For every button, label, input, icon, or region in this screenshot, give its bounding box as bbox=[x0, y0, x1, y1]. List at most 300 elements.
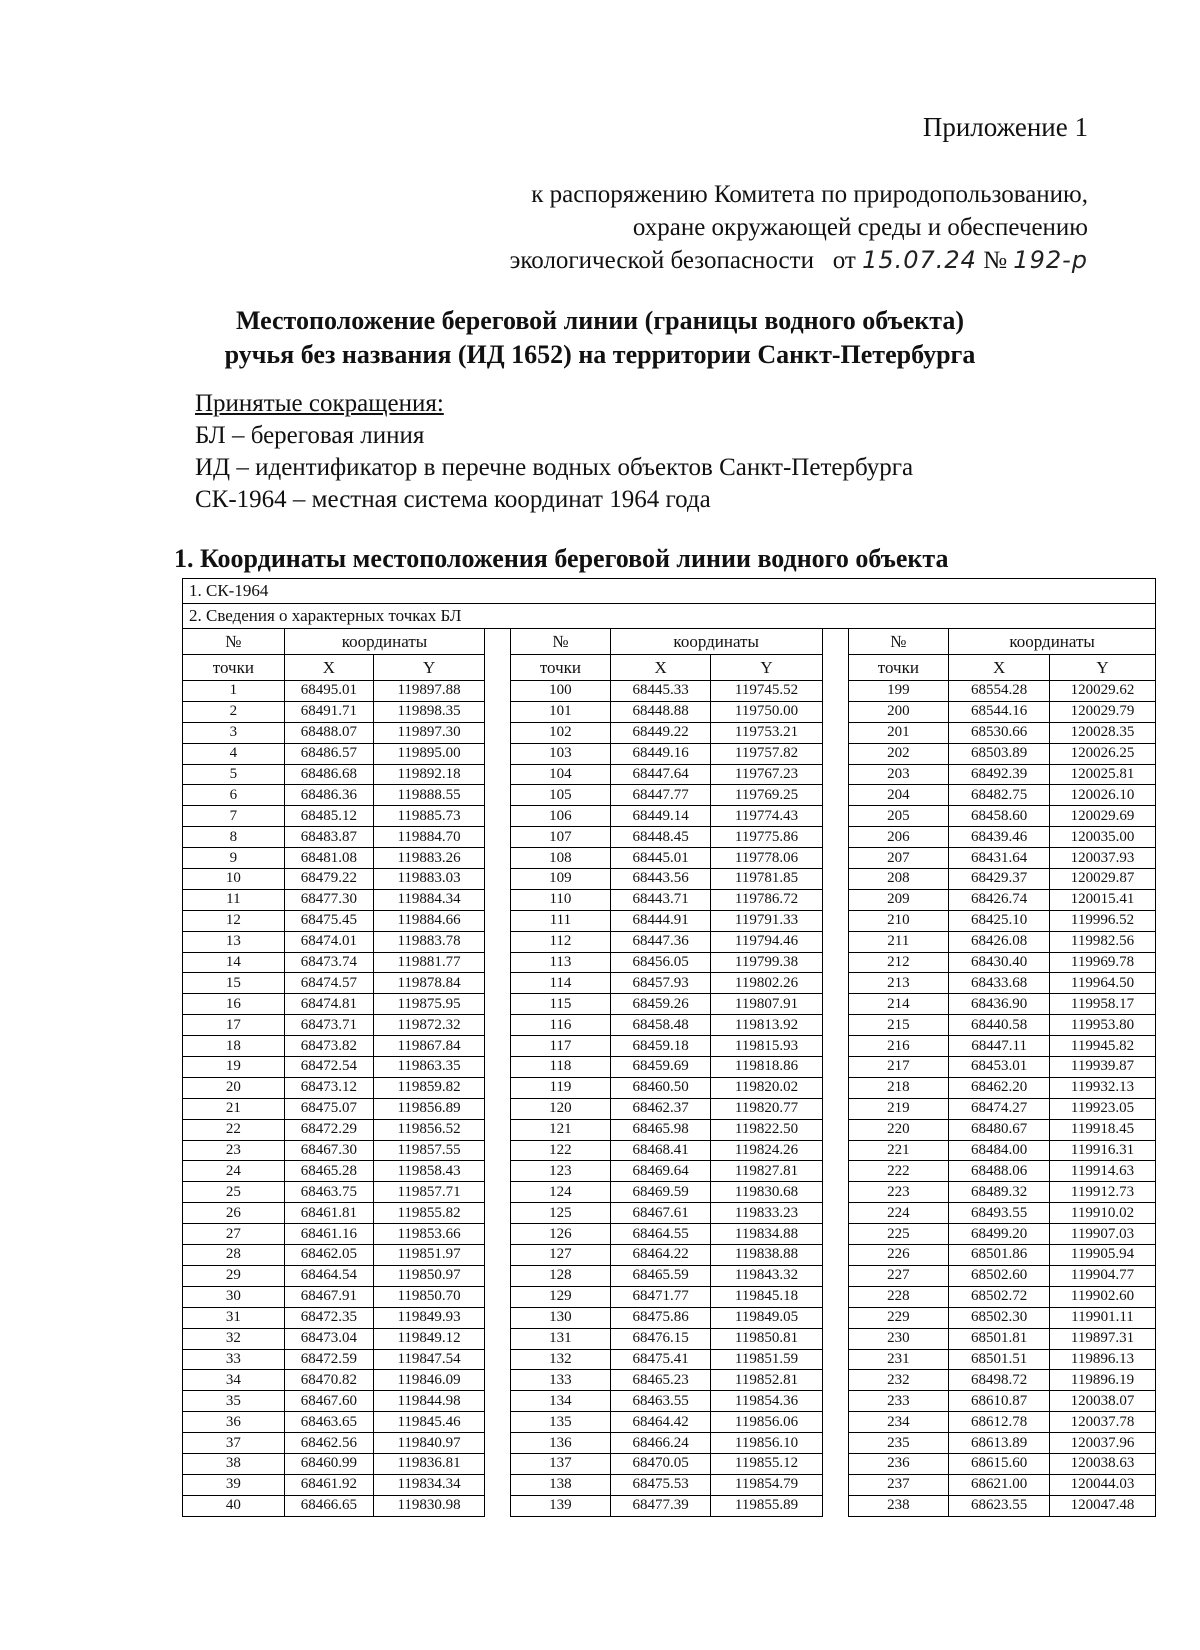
x-coordinate-cell: 68501.51 bbox=[949, 1349, 1050, 1370]
x-coordinate-cell: 68445.01 bbox=[610, 848, 711, 869]
column-gap bbox=[822, 743, 848, 764]
table-row bbox=[183, 1098, 1156, 1119]
x-coordinate-cell: 68472.35 bbox=[284, 1307, 373, 1328]
y-coordinate-cell: 119856.52 bbox=[374, 1119, 485, 1140]
column-gap bbox=[822, 1495, 848, 1516]
point-number-cell: 220 bbox=[848, 1119, 949, 1140]
x-coordinate-cell: 68465.98 bbox=[610, 1119, 711, 1140]
x-coordinate-cell: 68447.11 bbox=[949, 1036, 1050, 1057]
point-number-cell: 20 bbox=[183, 1077, 285, 1098]
point-number-cell: 16 bbox=[183, 994, 285, 1015]
x-coordinate-cell: 68456.05 bbox=[610, 952, 711, 973]
column-gap bbox=[485, 681, 511, 702]
x-coordinate-cell: 68502.60 bbox=[949, 1265, 1050, 1286]
table-row bbox=[183, 806, 1156, 827]
y-header: Y bbox=[1049, 655, 1155, 681]
y-coordinate-cell: 119918.45 bbox=[1049, 1119, 1155, 1140]
x-coordinate-cell: 68433.68 bbox=[949, 973, 1050, 994]
y-coordinate-cell: 119953.80 bbox=[1049, 1015, 1155, 1036]
y-coordinate-cell: 120044.03 bbox=[1049, 1474, 1155, 1495]
x-coordinate-cell: 68459.18 bbox=[610, 1036, 711, 1057]
y-coordinate-cell: 119769.25 bbox=[711, 785, 822, 806]
column-gap bbox=[485, 1224, 511, 1245]
y-coordinate-cell: 119850.97 bbox=[374, 1265, 485, 1286]
points-header: точки bbox=[511, 655, 611, 681]
x-coordinate-cell: 68469.59 bbox=[610, 1182, 711, 1203]
y-coordinate-cell: 119855.12 bbox=[711, 1453, 822, 1474]
decree-number-label: № bbox=[983, 247, 1008, 274]
point-number-cell: 110 bbox=[511, 889, 611, 910]
x-coordinate-cell: 68461.16 bbox=[284, 1224, 373, 1245]
point-number-cell: 38 bbox=[183, 1453, 285, 1474]
y-coordinate-cell: 119830.98 bbox=[374, 1495, 485, 1516]
column-gap bbox=[822, 806, 848, 827]
column-gap bbox=[822, 1182, 848, 1203]
x-coordinate-cell: 68447.77 bbox=[610, 785, 711, 806]
x-coordinate-cell: 68462.20 bbox=[949, 1077, 1050, 1098]
point-number-cell: 204 bbox=[848, 785, 949, 806]
y-coordinate-cell: 119856.89 bbox=[374, 1098, 485, 1119]
y-coordinate-cell: 119916.31 bbox=[1049, 1140, 1155, 1161]
point-number-cell: 126 bbox=[511, 1224, 611, 1245]
x-coordinate-cell: 68475.07 bbox=[284, 1098, 373, 1119]
y-coordinate-cell: 119939.87 bbox=[1049, 1057, 1155, 1078]
y-coordinate-cell: 119912.73 bbox=[1049, 1182, 1155, 1203]
column-gap bbox=[822, 1161, 848, 1182]
point-number-cell: 100 bbox=[511, 681, 611, 702]
y-coordinate-cell: 120047.48 bbox=[1049, 1495, 1155, 1516]
table-row bbox=[183, 827, 1156, 848]
x-coordinate-cell: 68461.92 bbox=[284, 1474, 373, 1495]
point-number-cell: 12 bbox=[183, 910, 285, 931]
column-gap bbox=[822, 764, 848, 785]
point-number-cell: 222 bbox=[848, 1161, 949, 1182]
x-coordinate-cell: 68447.36 bbox=[610, 931, 711, 952]
column-gap bbox=[822, 910, 848, 931]
y-coordinate-cell: 119820.77 bbox=[711, 1098, 822, 1119]
point-number-cell: 131 bbox=[511, 1328, 611, 1349]
column-gap bbox=[485, 1119, 511, 1140]
column-gap bbox=[485, 1286, 511, 1307]
y-coordinate-cell: 119781.85 bbox=[711, 869, 822, 890]
y-coordinate-cell: 119996.52 bbox=[1049, 910, 1155, 931]
table-row bbox=[183, 1203, 1156, 1224]
point-number-cell: 209 bbox=[848, 889, 949, 910]
column-gap bbox=[822, 1015, 848, 1036]
point-number-cell: 216 bbox=[848, 1036, 949, 1057]
x-coordinate-cell: 68425.10 bbox=[949, 910, 1050, 931]
x-coordinate-cell: 68486.36 bbox=[284, 785, 373, 806]
point-number-cell: 125 bbox=[511, 1203, 611, 1224]
y-coordinate-cell: 119878.84 bbox=[374, 973, 485, 994]
point-number-cell: 207 bbox=[848, 848, 949, 869]
title-line-2: ручья без названия (ИД 1652) на территории Санкт-Петербурга bbox=[224, 340, 976, 369]
point-number-cell: 232 bbox=[848, 1370, 949, 1391]
column-gap bbox=[485, 889, 511, 910]
y-coordinate-cell: 119932.13 bbox=[1049, 1077, 1155, 1098]
point-number-cell: 104 bbox=[511, 764, 611, 785]
document-title bbox=[0, 304, 1200, 372]
x-coordinate-cell: 68467.60 bbox=[284, 1391, 373, 1412]
table-header-row-1 bbox=[183, 629, 1156, 655]
y-coordinate-cell: 119883.78 bbox=[374, 931, 485, 952]
column-gap bbox=[485, 1433, 511, 1454]
y-coordinate-cell: 119964.50 bbox=[1049, 973, 1155, 994]
y-coordinate-cell: 119820.02 bbox=[711, 1077, 822, 1098]
y-coordinate-cell: 119901.11 bbox=[1049, 1307, 1155, 1328]
y-coordinate-cell: 119904.77 bbox=[1049, 1265, 1155, 1286]
y-coordinate-cell: 119851.59 bbox=[711, 1349, 822, 1370]
y-header: Y bbox=[711, 655, 822, 681]
point-number-cell: 123 bbox=[511, 1161, 611, 1182]
table-row bbox=[183, 1015, 1156, 1036]
column-gap bbox=[485, 1015, 511, 1036]
y-coordinate-cell: 119775.86 bbox=[711, 827, 822, 848]
y-coordinate-cell: 119794.46 bbox=[711, 931, 822, 952]
y-coordinate-cell: 119958.17 bbox=[1049, 994, 1155, 1015]
point-number-cell: 228 bbox=[848, 1286, 949, 1307]
x-coordinate-cell: 68467.30 bbox=[284, 1140, 373, 1161]
x-coordinate-cell: 68472.29 bbox=[284, 1119, 373, 1140]
point-number-cell: 2 bbox=[183, 701, 285, 722]
x-coordinate-cell: 68467.91 bbox=[284, 1286, 373, 1307]
y-coordinate-cell: 119830.68 bbox=[711, 1182, 822, 1203]
x-coordinate-cell: 68475.41 bbox=[610, 1349, 711, 1370]
y-coordinate-cell: 120015.41 bbox=[1049, 889, 1155, 910]
column-gap bbox=[485, 629, 511, 655]
column-gap bbox=[485, 1307, 511, 1328]
y-coordinate-cell: 119827.81 bbox=[711, 1161, 822, 1182]
point-number-cell: 218 bbox=[848, 1077, 949, 1098]
x-coordinate-cell: 68502.72 bbox=[949, 1286, 1050, 1307]
table-row bbox=[183, 848, 1156, 869]
column-gap bbox=[485, 1370, 511, 1391]
point-number-cell: 235 bbox=[848, 1433, 949, 1454]
column-gap bbox=[485, 1203, 511, 1224]
y-coordinate-cell: 119892.18 bbox=[374, 764, 485, 785]
y-coordinate-cell: 119857.55 bbox=[374, 1140, 485, 1161]
y-coordinate-cell: 119856.06 bbox=[711, 1412, 822, 1433]
point-number-cell: 39 bbox=[183, 1474, 285, 1495]
y-coordinate-cell: 119897.30 bbox=[374, 722, 485, 743]
column-gap bbox=[822, 1245, 848, 1266]
x-coordinate-cell: 68463.75 bbox=[284, 1182, 373, 1203]
decree-number-handwritten: 192-р bbox=[1013, 246, 1088, 274]
table-header-row-2 bbox=[183, 655, 1156, 681]
x-coordinate-cell: 68464.22 bbox=[610, 1245, 711, 1266]
column-gap bbox=[485, 1036, 511, 1057]
abbreviations-heading: Принятые сокращения: bbox=[195, 390, 444, 417]
point-number-cell: 233 bbox=[848, 1391, 949, 1412]
column-gap bbox=[822, 1328, 848, 1349]
x-coordinate-cell: 68501.81 bbox=[949, 1328, 1050, 1349]
column-gap bbox=[485, 848, 511, 869]
y-coordinate-cell: 119840.97 bbox=[374, 1433, 485, 1454]
y-coordinate-cell: 119844.98 bbox=[374, 1391, 485, 1412]
point-number-cell: 208 bbox=[848, 869, 949, 890]
y-coordinate-cell: 119834.34 bbox=[374, 1474, 485, 1495]
point-number-cell: 102 bbox=[511, 722, 611, 743]
column-gap bbox=[822, 1224, 848, 1245]
x-coordinate-cell: 68492.39 bbox=[949, 764, 1050, 785]
table-row bbox=[183, 1161, 1156, 1182]
point-number-cell: 29 bbox=[183, 1265, 285, 1286]
column-gap bbox=[822, 827, 848, 848]
point-number-cell: 35 bbox=[183, 1391, 285, 1412]
decree-ref-line-1: к распоряжению Комитета по природопользованию, bbox=[531, 181, 1088, 208]
x-coordinate-cell: 68544.16 bbox=[949, 701, 1050, 722]
num-header: № bbox=[183, 629, 285, 655]
x-coordinate-cell: 68469.64 bbox=[610, 1161, 711, 1182]
point-number-cell: 25 bbox=[183, 1182, 285, 1203]
table-row bbox=[183, 701, 1156, 722]
table-row bbox=[183, 1077, 1156, 1098]
x-coordinate-cell: 68458.60 bbox=[949, 806, 1050, 827]
point-number-cell: 21 bbox=[183, 1098, 285, 1119]
y-coordinate-cell: 119850.70 bbox=[374, 1286, 485, 1307]
num-header: № bbox=[511, 629, 611, 655]
table-row bbox=[183, 889, 1156, 910]
x-coordinate-cell: 68473.71 bbox=[284, 1015, 373, 1036]
point-number-cell: 24 bbox=[183, 1161, 285, 1182]
x-coordinate-cell: 68445.33 bbox=[610, 681, 711, 702]
x-coordinate-cell: 68479.22 bbox=[284, 869, 373, 890]
column-gap bbox=[485, 655, 511, 681]
y-coordinate-cell: 120025.81 bbox=[1049, 764, 1155, 785]
point-number-cell: 134 bbox=[511, 1391, 611, 1412]
column-gap bbox=[485, 806, 511, 827]
y-coordinate-cell: 119923.05 bbox=[1049, 1098, 1155, 1119]
point-number-cell: 200 bbox=[848, 701, 949, 722]
x-coordinate-cell: 68485.12 bbox=[284, 806, 373, 827]
x-coordinate-cell: 68448.45 bbox=[610, 827, 711, 848]
column-gap bbox=[485, 1453, 511, 1474]
x-coordinate-cell: 68463.55 bbox=[610, 1391, 711, 1412]
abbreviations-block bbox=[195, 388, 913, 516]
y-coordinate-cell: 119881.77 bbox=[374, 952, 485, 973]
point-number-cell: 22 bbox=[183, 1119, 285, 1140]
point-number-cell: 116 bbox=[511, 1015, 611, 1036]
y-coordinate-cell: 119849.93 bbox=[374, 1307, 485, 1328]
x-coordinate-cell: 68430.40 bbox=[949, 952, 1050, 973]
point-number-cell: 201 bbox=[848, 722, 949, 743]
point-number-cell: 113 bbox=[511, 952, 611, 973]
x-coordinate-cell: 68465.23 bbox=[610, 1370, 711, 1391]
x-coordinate-cell: 68472.59 bbox=[284, 1349, 373, 1370]
column-gap bbox=[822, 889, 848, 910]
y-coordinate-cell: 119896.19 bbox=[1049, 1370, 1155, 1391]
y-coordinate-cell: 119850.81 bbox=[711, 1328, 822, 1349]
y-coordinate-cell: 119767.23 bbox=[711, 764, 822, 785]
column-gap bbox=[485, 1265, 511, 1286]
y-coordinate-cell: 119838.88 bbox=[711, 1245, 822, 1266]
x-coordinate-cell: 68482.75 bbox=[949, 785, 1050, 806]
x-coordinate-cell: 68443.56 bbox=[610, 869, 711, 890]
point-number-cell: 202 bbox=[848, 743, 949, 764]
table-row bbox=[183, 1370, 1156, 1391]
point-number-cell: 127 bbox=[511, 1245, 611, 1266]
y-coordinate-cell: 119833.23 bbox=[711, 1203, 822, 1224]
characteristic-points-row: 2. Сведения о характерных точках БЛ bbox=[183, 604, 1156, 629]
x-coordinate-cell: 68623.55 bbox=[949, 1495, 1050, 1516]
y-coordinate-cell: 119854.79 bbox=[711, 1474, 822, 1495]
point-number-cell: 138 bbox=[511, 1474, 611, 1495]
y-coordinate-cell: 119774.43 bbox=[711, 806, 822, 827]
column-gap bbox=[485, 973, 511, 994]
x-coordinate-cell: 68459.26 bbox=[610, 994, 711, 1015]
point-number-cell: 17 bbox=[183, 1015, 285, 1036]
table-row bbox=[183, 764, 1156, 785]
x-coordinate-cell: 68610.87 bbox=[949, 1391, 1050, 1412]
point-number-cell: 212 bbox=[848, 952, 949, 973]
x-coordinate-cell: 68465.59 bbox=[610, 1265, 711, 1286]
x-coordinate-cell: 68464.55 bbox=[610, 1224, 711, 1245]
point-number-cell: 130 bbox=[511, 1307, 611, 1328]
x-coordinate-cell: 68444.91 bbox=[610, 910, 711, 931]
table-row bbox=[183, 1224, 1156, 1245]
point-number-cell: 18 bbox=[183, 1036, 285, 1057]
x-coordinate-cell: 68449.22 bbox=[610, 722, 711, 743]
column-gap bbox=[485, 869, 511, 890]
decree-date-handwritten: 15.07.24 bbox=[862, 246, 977, 274]
point-number-cell: 103 bbox=[511, 743, 611, 764]
column-gap bbox=[822, 1265, 848, 1286]
x-coordinate-cell: 68449.16 bbox=[610, 743, 711, 764]
x-coordinate-cell: 68439.46 bbox=[949, 827, 1050, 848]
x-coordinate-cell: 68475.86 bbox=[610, 1307, 711, 1328]
point-number-cell: 13 bbox=[183, 931, 285, 952]
table-row bbox=[183, 1495, 1156, 1516]
y-coordinate-cell: 120037.93 bbox=[1049, 848, 1155, 869]
point-number-cell: 31 bbox=[183, 1307, 285, 1328]
x-coordinate-cell: 68489.32 bbox=[949, 1182, 1050, 1203]
point-number-cell: 23 bbox=[183, 1140, 285, 1161]
y-coordinate-cell: 119883.03 bbox=[374, 869, 485, 890]
point-number-cell: 139 bbox=[511, 1495, 611, 1516]
x-coordinate-cell: 68477.30 bbox=[284, 889, 373, 910]
table-row bbox=[183, 910, 1156, 931]
point-number-cell: 27 bbox=[183, 1224, 285, 1245]
x-coordinate-cell: 68475.53 bbox=[610, 1474, 711, 1495]
table-row bbox=[183, 994, 1156, 1015]
table-row bbox=[183, 1349, 1156, 1370]
column-gap bbox=[822, 1453, 848, 1474]
column-gap bbox=[822, 1077, 848, 1098]
y-coordinate-cell: 119857.71 bbox=[374, 1182, 485, 1203]
column-gap bbox=[822, 1140, 848, 1161]
x-coordinate-cell: 68486.57 bbox=[284, 743, 373, 764]
point-number-cell: 117 bbox=[511, 1036, 611, 1057]
x-coordinate-cell: 68499.20 bbox=[949, 1224, 1050, 1245]
point-number-cell: 136 bbox=[511, 1433, 611, 1454]
point-number-cell: 133 bbox=[511, 1370, 611, 1391]
point-number-cell: 111 bbox=[511, 910, 611, 931]
abbreviation-item: ИД – идентификатор в перечне водных объектов Санкт-Петербурга bbox=[195, 454, 914, 481]
point-number-cell: 237 bbox=[848, 1474, 949, 1495]
x-coordinate-cell: 68474.81 bbox=[284, 994, 373, 1015]
point-number-cell: 221 bbox=[848, 1140, 949, 1161]
point-number-cell: 115 bbox=[511, 994, 611, 1015]
x-header: X bbox=[610, 655, 711, 681]
point-number-cell: 105 bbox=[511, 785, 611, 806]
point-number-cell: 122 bbox=[511, 1140, 611, 1161]
x-coordinate-cell: 68464.42 bbox=[610, 1412, 711, 1433]
y-coordinate-cell: 119896.13 bbox=[1049, 1349, 1155, 1370]
column-gap bbox=[822, 1098, 848, 1119]
y-coordinate-cell: 119885.73 bbox=[374, 806, 485, 827]
column-gap bbox=[822, 1412, 848, 1433]
point-number-cell: 34 bbox=[183, 1370, 285, 1391]
num-header: № bbox=[848, 629, 949, 655]
x-coordinate-cell: 68495.01 bbox=[284, 681, 373, 702]
column-gap bbox=[485, 743, 511, 764]
point-number-cell: 5 bbox=[183, 764, 285, 785]
point-number-cell: 120 bbox=[511, 1098, 611, 1119]
x-coordinate-cell: 68613.89 bbox=[949, 1433, 1050, 1454]
table-row bbox=[183, 1453, 1156, 1474]
column-gap bbox=[822, 1391, 848, 1412]
column-gap bbox=[485, 1412, 511, 1433]
point-number-cell: 114 bbox=[511, 973, 611, 994]
point-number-cell: 203 bbox=[848, 764, 949, 785]
y-coordinate-cell: 120037.78 bbox=[1049, 1412, 1155, 1433]
y-coordinate-cell: 119867.84 bbox=[374, 1036, 485, 1057]
table-row bbox=[183, 869, 1156, 890]
y-coordinate-cell: 119845.18 bbox=[711, 1286, 822, 1307]
y-coordinate-cell: 120029.69 bbox=[1049, 806, 1155, 827]
coordinates-table bbox=[182, 578, 1156, 1517]
y-coordinate-cell: 119851.97 bbox=[374, 1245, 485, 1266]
point-number-cell: 1 bbox=[183, 681, 285, 702]
x-coordinate-cell: 68615.60 bbox=[949, 1453, 1050, 1474]
point-number-cell: 37 bbox=[183, 1433, 285, 1454]
y-coordinate-cell: 119855.89 bbox=[711, 1495, 822, 1516]
y-coordinate-cell: 119836.81 bbox=[374, 1453, 485, 1474]
y-coordinate-cell: 119853.66 bbox=[374, 1224, 485, 1245]
x-coordinate-cell: 68447.64 bbox=[610, 764, 711, 785]
point-number-cell: 231 bbox=[848, 1349, 949, 1370]
x-coordinate-cell: 68462.56 bbox=[284, 1433, 373, 1454]
column-gap bbox=[485, 910, 511, 931]
point-number-cell: 229 bbox=[848, 1307, 949, 1328]
coords-header: координаты bbox=[284, 629, 484, 655]
x-coordinate-cell: 68621.00 bbox=[949, 1474, 1050, 1495]
point-number-cell: 9 bbox=[183, 848, 285, 869]
y-coordinate-cell: 119888.55 bbox=[374, 785, 485, 806]
y-coordinate-cell: 119898.35 bbox=[374, 701, 485, 722]
column-gap bbox=[822, 931, 848, 952]
x-coordinate-cell: 68475.45 bbox=[284, 910, 373, 931]
y-coordinate-cell: 119969.78 bbox=[1049, 952, 1155, 973]
x-coordinate-cell: 68488.06 bbox=[949, 1161, 1050, 1182]
y-coordinate-cell: 119872.32 bbox=[374, 1015, 485, 1036]
column-gap bbox=[822, 1349, 848, 1370]
x-coordinate-cell: 68465.28 bbox=[284, 1161, 373, 1182]
y-coordinate-cell: 119847.54 bbox=[374, 1349, 485, 1370]
x-coordinate-cell: 68440.58 bbox=[949, 1015, 1050, 1036]
column-gap bbox=[485, 1077, 511, 1098]
column-gap bbox=[485, 764, 511, 785]
y-coordinate-cell: 119982.56 bbox=[1049, 931, 1155, 952]
column-gap bbox=[485, 1140, 511, 1161]
point-number-cell: 132 bbox=[511, 1349, 611, 1370]
x-coordinate-cell: 68426.08 bbox=[949, 931, 1050, 952]
x-coordinate-cell: 68458.48 bbox=[610, 1015, 711, 1036]
point-number-cell: 213 bbox=[848, 973, 949, 994]
point-number-cell: 211 bbox=[848, 931, 949, 952]
y-coordinate-cell: 119753.21 bbox=[711, 722, 822, 743]
y-coordinate-cell: 119884.70 bbox=[374, 827, 485, 848]
